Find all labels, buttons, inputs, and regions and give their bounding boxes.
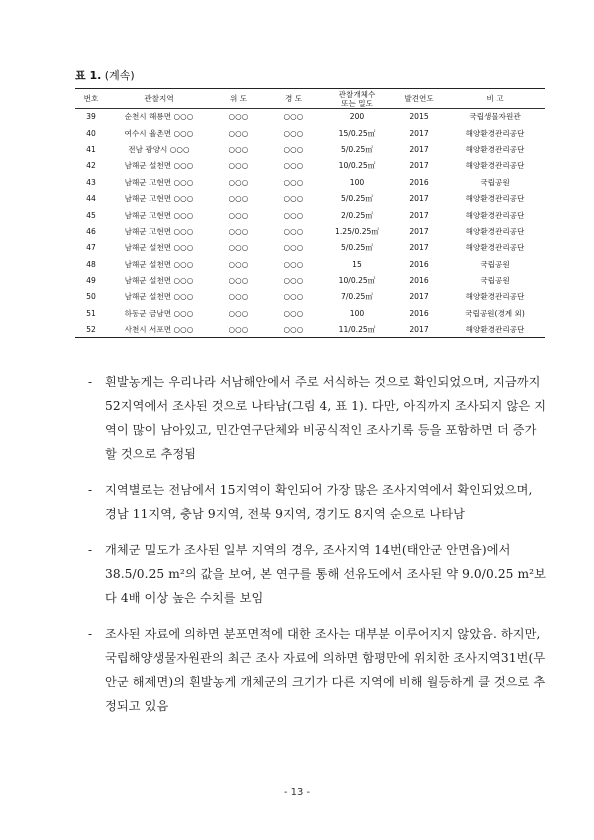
bullet-dash: -	[88, 483, 93, 497]
table-body	[75, 109, 545, 338]
table-row	[75, 125, 545, 141]
cell-density: 100	[349, 177, 365, 187]
header-lon: 경 도	[266, 89, 321, 109]
table-row	[75, 158, 545, 174]
cell-lat: ○○○	[228, 308, 249, 318]
header-density-line1: 관찰개체수	[338, 89, 376, 99]
body-paragraphs	[88, 370, 548, 730]
cell-region: 남해군 고현면 ○○○	[124, 210, 194, 220]
bullet-paragraph	[88, 370, 548, 466]
table-row	[75, 190, 545, 206]
cell-year: 2016	[409, 276, 429, 286]
cell-lat: ○○○	[228, 210, 249, 220]
cell-lat: ○○○	[228, 112, 249, 122]
cell-region: 남해군 설천면 ○○○	[124, 161, 194, 171]
cell-density: 15/0.25㎡	[338, 128, 376, 138]
table-caption-label: 표 1.	[75, 69, 102, 82]
cell-lon: ○○○	[283, 177, 304, 187]
cell-note: 해양환경관리공단	[465, 292, 525, 302]
page-number: - 13 -	[283, 787, 311, 798]
cell-year: 2017	[409, 194, 429, 204]
cell-note: 해양환경관리공단	[445, 322, 545, 338]
header-year: 발견연도	[393, 89, 445, 109]
cell-lat: ○○○	[228, 292, 249, 302]
cell-region: 남해군 고현면 ○○○	[124, 194, 194, 204]
bullet-paragraph	[88, 622, 548, 718]
cell-region: 남해군 고현면 ○○○	[124, 177, 194, 187]
cell-lat: ○○○	[228, 161, 249, 171]
table-row	[75, 305, 545, 321]
cell-lat: ○○○	[228, 144, 249, 154]
cell-lon: ○○○	[283, 144, 304, 154]
header-no: 번호	[75, 89, 107, 109]
cell-note: 해양환경관리공단	[465, 194, 525, 204]
cell-lat: ○○○	[228, 259, 249, 269]
cell-lon: ○○○	[283, 194, 304, 204]
table-row	[75, 174, 545, 190]
cell-note: 국립공원	[480, 177, 510, 187]
cell-density: 5/0.25㎡	[341, 194, 373, 204]
table-row	[75, 322, 545, 338]
cell-no: 43	[86, 177, 96, 187]
cell-lat: ○○○	[228, 226, 249, 236]
cell-region: 남해군 설천면 ○○○	[124, 259, 194, 269]
cell-year: 2017	[393, 322, 445, 338]
table-row	[75, 141, 545, 157]
cell-lon: ○○○	[283, 292, 304, 302]
cell-region: 남해군 설천면 ○○○	[124, 292, 194, 302]
cell-lon: ○○○	[283, 161, 304, 171]
cell-note: 국립공원	[480, 259, 510, 269]
bullet-dash: -	[88, 627, 93, 641]
bullet-text: 개체군 밀도가 조사된 일부 지역의 경우, 조사지역 14번(태안군 안면읍)에서 38.5/0.25 m²의 값을 보여, 본 연구를 통해 선유도에서 조사된 약 9.0/0.25 m²보다 4배 이상 높은 수치를 보임	[105, 543, 547, 605]
table-row	[75, 223, 545, 239]
cell-year: 2016	[409, 308, 429, 318]
cell-density: 11/0.25㎡	[321, 322, 393, 338]
table-header-row	[75, 89, 545, 109]
cell-lat: ○○○	[228, 177, 249, 187]
cell-no: 44	[86, 194, 96, 204]
cell-no: 50	[86, 292, 96, 302]
cell-lon: ○○○	[283, 210, 304, 220]
cell-note: 해양환경관리공단	[465, 243, 525, 253]
bullet-text: 지역별로는 전남에서 15지역이 확인되어 가장 많은 조사지역에서 확인되었으며, 경남 11지역, 충남 9지역, 전북 9지역, 경기도 8지역 순으로 나타남	[105, 483, 533, 521]
cell-year: 2017	[409, 243, 429, 253]
cell-density: 15	[352, 259, 362, 269]
table-row	[75, 207, 545, 223]
cell-region: 남해군 고현면 ○○○	[124, 226, 194, 236]
cell-no: 51	[86, 308, 96, 318]
cell-note: 해양환경관리공단	[465, 128, 525, 138]
cell-density: 5/0.25㎡	[341, 243, 373, 253]
cell-note: 해양환경관리공단	[465, 144, 525, 154]
cell-year: 2015	[409, 112, 429, 122]
cell-lon: ○○○	[283, 226, 304, 236]
cell-note: 국립공원	[480, 276, 510, 286]
cell-year: 2016	[409, 177, 429, 187]
cell-lon: ○○○	[283, 128, 304, 138]
cell-lat: ○○○	[228, 276, 249, 286]
cell-no: 49	[86, 276, 96, 286]
cell-density: 2/0.25㎡	[341, 210, 373, 220]
cell-density: 200	[349, 112, 365, 122]
cell-lon: ○○○	[283, 308, 304, 318]
table-row	[75, 272, 545, 288]
bullet-paragraph	[88, 478, 548, 526]
bullet-text: 흰발농게는 우리나라 서남해안에서 주로 서식하는 것으로 확인되었으며, 지금까지 52지역에서 조사된 것으로 나타남(그림 4, 표 1). 다만, 아직까지 조사되지 않은 지역이 많이 남아있고, 민간연구단체와 비공식적인 조사기록 등을 포함하면 더 증가할 것으로 추정됨	[105, 375, 547, 461]
cell-note: 해양환경관리공단	[465, 161, 525, 171]
cell-no: 45	[86, 210, 96, 220]
cell-year: 2017	[409, 144, 429, 154]
cell-no: 46	[86, 226, 96, 236]
cell-year: 2017	[409, 226, 429, 236]
table-row	[75, 289, 545, 305]
cell-region: 남해군 설천면 ○○○	[124, 243, 194, 253]
cell-density: 1.25/0.25㎡	[335, 226, 379, 236]
bullet-dash: -	[88, 375, 93, 389]
cell-lon: ○○○	[283, 259, 304, 269]
header-note: 비 고	[445, 89, 545, 109]
cell-density: 10/0.25㎡	[338, 276, 376, 286]
cell-lat: ○○○	[228, 128, 249, 138]
header-density	[321, 89, 393, 109]
cell-region: 사천시 서포면 ○○○	[107, 322, 211, 338]
observation-table	[75, 88, 545, 338]
cell-density: 10/0.25㎡	[338, 161, 376, 171]
table-caption-suffix: (계속)	[104, 69, 135, 82]
cell-year: 2017	[409, 161, 429, 171]
cell-note: 해양환경관리공단	[465, 226, 525, 236]
table-row	[75, 109, 545, 125]
cell-density: 5/0.25㎡	[341, 144, 373, 154]
header-lat: 위 도	[211, 89, 266, 109]
header-density-line2: 또는 밀도	[341, 98, 373, 108]
cell-lon: ○○○	[283, 276, 304, 286]
cell-note: 해양환경관리공단	[465, 210, 525, 220]
cell-lon: ○○○	[266, 322, 321, 338]
cell-year: 2017	[409, 128, 429, 138]
cell-no: 47	[86, 243, 96, 253]
cell-no: 48	[86, 259, 96, 269]
cell-year: 2016	[409, 259, 429, 269]
cell-lon: ○○○	[283, 112, 304, 122]
cell-no: 42	[86, 161, 96, 171]
cell-region: 남해군 설천면 ○○○	[124, 276, 194, 286]
bullet-paragraph	[88, 538, 548, 610]
cell-lat: ○○○	[228, 243, 249, 253]
header-region: 관찰지역	[107, 89, 211, 109]
cell-region: 순천시 해룡면 ○○○	[124, 112, 194, 122]
bullet-text: 조사된 자료에 의하면 분포면적에 대한 조사는 대부분 이루어지지 않았음. 하지만, 국립해양생물자원관의 최근 조사 자료에 의하면 함평만에 위치한 조사지역31번(무안군 해제면)의 흰발농게 개체군의 크기가 다른 지역에 비해 월등하게 클 것으로 추정되고 있음	[105, 627, 546, 713]
cell-density: 7/0.25㎡	[341, 292, 373, 302]
table-row	[75, 256, 545, 272]
table-caption	[75, 67, 135, 83]
cell-lat: ○○○	[228, 194, 249, 204]
cell-note: 국립생물자원관	[469, 112, 521, 122]
cell-lat: ○○○	[211, 322, 266, 338]
cell-no: 52	[75, 322, 107, 338]
bullet-dash: -	[88, 543, 93, 557]
cell-density: 100	[349, 308, 365, 318]
cell-region: 하동군 금남면 ○○○	[124, 308, 194, 318]
table-row	[75, 240, 545, 256]
cell-no: 40	[86, 128, 96, 138]
cell-year: 2017	[409, 210, 429, 220]
cell-year: 2017	[409, 292, 429, 302]
cell-no: 39	[86, 112, 96, 122]
cell-note: 국립공원(경계 외)	[465, 308, 525, 318]
cell-region: 전남 광양시 ○○○	[128, 144, 190, 154]
cell-lon: ○○○	[283, 243, 304, 253]
cell-no: 41	[86, 144, 96, 154]
cell-region: 여수시 율촌면 ○○○	[124, 128, 194, 138]
